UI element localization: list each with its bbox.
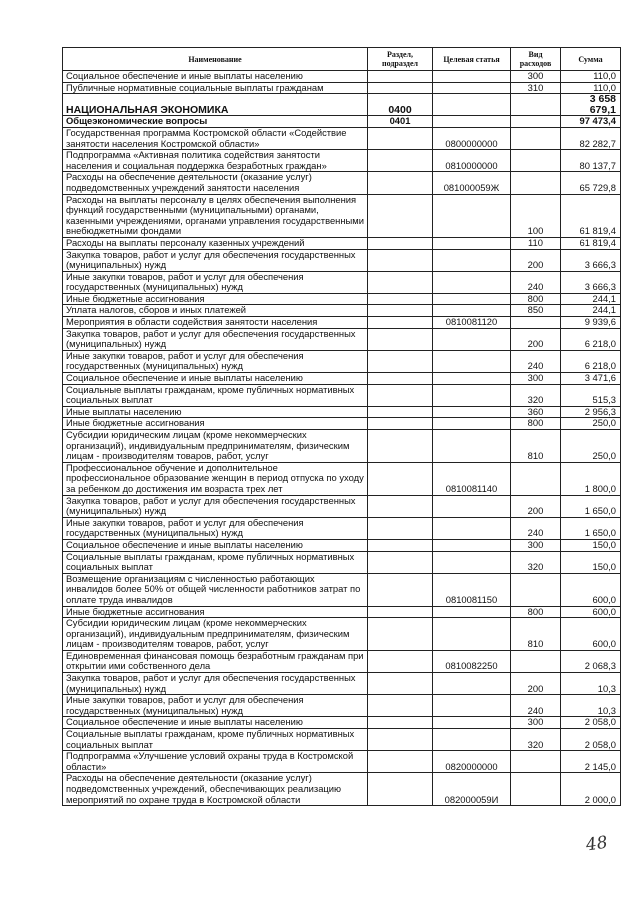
cell-sum: 6 218,0 <box>561 328 621 350</box>
cell-section <box>368 606 433 618</box>
table-row <box>63 373 621 385</box>
cell-target <box>433 618 511 651</box>
cell-target <box>433 249 511 271</box>
cell-target: 0810081140 <box>433 462 511 495</box>
cell-section <box>368 751 433 773</box>
cell-name: Закупка товаров, работ и услуг для обеспечения государственных (муниципальных) нужд <box>63 495 368 517</box>
cell-sum: 61 819,4 <box>561 237 621 249</box>
cell-name: Профессиональное обучение и дополнительное профессиональное образование женщин в период отпуска по уходу за ребенком до достижения им возраста трех лет <box>63 462 368 495</box>
cell-sum: 3 666,3 <box>561 271 621 293</box>
cell-sum: 80 137,7 <box>561 150 621 172</box>
cell-sum: 2 058,0 <box>561 729 621 751</box>
cell-target <box>433 271 511 293</box>
cell-sum: 1 800,0 <box>561 462 621 495</box>
cell-type: 100 <box>511 194 561 237</box>
table-row <box>63 328 621 350</box>
table-row <box>63 551 621 573</box>
cell-sum: 65 729,8 <box>561 172 621 194</box>
cell-sum: 61 819,4 <box>561 194 621 237</box>
cell-sum: 3 471,6 <box>561 373 621 385</box>
cell-name: Социальное обеспечение и иные выплаты населению <box>63 71 368 83</box>
header-sum: Сумма <box>561 48 621 71</box>
cell-sum: 3 658 679,1 <box>561 94 621 116</box>
cell-section <box>368 317 433 329</box>
cell-name: Иные закупки товаров, работ и услуг для обеспечения государственных (муниципальных) нужд <box>63 517 368 539</box>
table-row <box>63 127 621 149</box>
cell-sum: 250,0 <box>561 418 621 430</box>
cell-type: 320 <box>511 384 561 406</box>
cell-target <box>433 539 511 551</box>
cell-type: 300 <box>511 539 561 551</box>
cell-target <box>433 305 511 317</box>
cell-section <box>368 695 433 717</box>
cell-target <box>433 328 511 350</box>
cell-target <box>433 194 511 237</box>
cell-type: 200 <box>511 328 561 350</box>
cell-sum: 2 145,0 <box>561 751 621 773</box>
cell-target <box>433 551 511 573</box>
cell-target <box>433 517 511 539</box>
budget-table <box>62 47 621 806</box>
cell-name: Иные закупки товаров, работ и услуг для обеспечения государственных (муниципальных) нужд <box>63 271 368 293</box>
cell-sum: 10,3 <box>561 695 621 717</box>
table-row <box>63 539 621 551</box>
table-row <box>63 71 621 83</box>
table-row <box>63 94 621 116</box>
table-row <box>63 695 621 717</box>
table-row <box>63 271 621 293</box>
cell-target <box>433 71 511 83</box>
cell-type: 240 <box>511 350 561 372</box>
cell-section <box>368 729 433 751</box>
cell-section <box>368 650 433 672</box>
cell-name: Иные бюджетные ассигнования <box>63 606 368 618</box>
cell-section <box>368 462 433 495</box>
cell-type: 240 <box>511 695 561 717</box>
cell-name: Расходы на обеспечение деятельности (оказание услуг) подведомственных учреждений, обеспечивающих реализацию мероприятий по охране труда в Костромской области <box>63 773 368 806</box>
cell-type <box>511 127 561 149</box>
cell-target: 0800000000 <box>433 127 511 149</box>
cell-target <box>433 82 511 94</box>
cell-type: 810 <box>511 430 561 463</box>
cell-section <box>368 573 433 606</box>
cell-name: Иные закупки товаров, работ и услуг для обеспечения государственных (муниципальных) нужд <box>63 695 368 717</box>
header-section: Раздел, подраздел <box>368 48 433 71</box>
table-row <box>63 462 621 495</box>
cell-target <box>433 606 511 618</box>
cell-target <box>433 695 511 717</box>
cell-target <box>433 418 511 430</box>
cell-target <box>433 495 511 517</box>
cell-name: Социальное обеспечение и иные выплаты населению <box>63 373 368 385</box>
cell-type: 200 <box>511 495 561 517</box>
cell-type: 810 <box>511 618 561 651</box>
cell-section <box>368 517 433 539</box>
cell-type <box>511 317 561 329</box>
cell-sum: 1 650,0 <box>561 495 621 517</box>
cell-section <box>368 539 433 551</box>
cell-section <box>368 495 433 517</box>
cell-target <box>433 673 511 695</box>
header-row <box>63 48 621 71</box>
cell-type <box>511 650 561 672</box>
cell-target <box>433 237 511 249</box>
cell-name: Государственная программа Костромской области «Содействие занятости населения Костромской области» <box>63 127 368 149</box>
cell-target <box>433 430 511 463</box>
cell-name: Социальное обеспечение и иные выплаты населению <box>63 717 368 729</box>
cell-type: 300 <box>511 71 561 83</box>
cell-type <box>511 751 561 773</box>
cell-sum: 2 956,3 <box>561 406 621 418</box>
cell-section <box>368 194 433 237</box>
cell-sum: 600,0 <box>561 606 621 618</box>
table-row <box>63 618 621 651</box>
cell-section <box>368 406 433 418</box>
cell-target <box>433 729 511 751</box>
cell-section <box>368 551 433 573</box>
cell-sum: 82 282,7 <box>561 127 621 149</box>
table-row <box>63 751 621 773</box>
cell-sum: 250,0 <box>561 430 621 463</box>
cell-target <box>433 94 511 116</box>
cell-section <box>368 271 433 293</box>
cell-sum: 2 058,0 <box>561 717 621 729</box>
cell-target: 0810081120 <box>433 317 511 329</box>
cell-type: 320 <box>511 551 561 573</box>
table-row <box>63 773 621 806</box>
cell-type: 240 <box>511 271 561 293</box>
cell-type: 110 <box>511 237 561 249</box>
cell-name: Единовременная финансовая помощь безработным гражданам при открытии ими собственного дела <box>63 650 368 672</box>
cell-section <box>368 71 433 83</box>
cell-type <box>511 773 561 806</box>
cell-name: Иные выплаты населению <box>63 406 368 418</box>
table-row <box>63 249 621 271</box>
cell-name: Социальные выплаты гражданам, кроме публичных нормативных социальных выплат <box>63 551 368 573</box>
handwritten-page-number: 48 <box>584 832 609 856</box>
cell-name: Расходы на выплаты персоналу казенных учреждений <box>63 237 368 249</box>
cell-section <box>368 293 433 305</box>
cell-section <box>368 717 433 729</box>
cell-type: 200 <box>511 249 561 271</box>
cell-name: Субсидии юридическим лицам (кроме некоммерческих организаций), индивидуальным предпринимателям, физическим лицам - производителям товаров, работ, услуг <box>63 430 368 463</box>
cell-type: 800 <box>511 606 561 618</box>
table-row <box>63 418 621 430</box>
cell-target <box>433 384 511 406</box>
cell-name: Иные закупки товаров, работ и услуг для обеспечения государственных (муниципальных) нужд <box>63 350 368 372</box>
cell-sum: 110,0 <box>561 71 621 83</box>
cell-type: 240 <box>511 517 561 539</box>
header-name: Наименование <box>63 48 368 71</box>
table-row <box>63 650 621 672</box>
cell-target: 0810000000 <box>433 150 511 172</box>
cell-type <box>511 172 561 194</box>
cell-target <box>433 116 511 128</box>
cell-section <box>368 430 433 463</box>
cell-type: 310 <box>511 82 561 94</box>
cell-section <box>368 249 433 271</box>
table-row <box>63 495 621 517</box>
cell-target: 081000059Ж <box>433 172 511 194</box>
cell-type: 360 <box>511 406 561 418</box>
cell-name: Общеэкономические вопросы <box>63 116 368 128</box>
cell-section <box>368 350 433 372</box>
table-row <box>63 305 621 317</box>
cell-target: 0810081150 <box>433 573 511 606</box>
header-target: Целевая статья <box>433 48 511 71</box>
cell-type <box>511 94 561 116</box>
cell-sum: 244,1 <box>561 293 621 305</box>
cell-name: Субсидии юридическим лицам (кроме некоммерческих организаций), индивидуальным предпринимателям, физическим лицам - производителям товаров, работ, услуг <box>63 618 368 651</box>
cell-section <box>368 384 433 406</box>
cell-name: Социальное обеспечение и иные выплаты населению <box>63 539 368 551</box>
table-row <box>63 237 621 249</box>
table-row <box>63 317 621 329</box>
cell-section <box>368 773 433 806</box>
cell-sum: 6 218,0 <box>561 350 621 372</box>
cell-name: Иные бюджетные ассигнования <box>63 293 368 305</box>
cell-name: Подпрограмма «Активная политика содействия занятости населения и социальная поддержка безработных граждан» <box>63 150 368 172</box>
cell-section <box>368 150 433 172</box>
cell-sum: 1 650,0 <box>561 517 621 539</box>
cell-sum: 110,0 <box>561 82 621 94</box>
table-row <box>63 406 621 418</box>
cell-type <box>511 116 561 128</box>
cell-section <box>368 305 433 317</box>
cell-sum: 600,0 <box>561 618 621 651</box>
table-row <box>63 293 621 305</box>
cell-section <box>368 237 433 249</box>
cell-name: Расходы на выплаты персоналу в целях обеспечения выполнения функций государственными (муниципальными) органами, казенными учреждениями, органами управления государственными внебюджетными фондами <box>63 194 368 237</box>
cell-type <box>511 462 561 495</box>
cell-type: 800 <box>511 418 561 430</box>
cell-target: 082000059И <box>433 773 511 806</box>
table-row <box>63 350 621 372</box>
cell-type <box>511 573 561 606</box>
cell-name: Уплата налогов, сборов и иных платежей <box>63 305 368 317</box>
cell-type: 200 <box>511 673 561 695</box>
cell-target <box>433 717 511 729</box>
table-row <box>63 673 621 695</box>
cell-type: 300 <box>511 717 561 729</box>
cell-section <box>368 82 433 94</box>
cell-name: Социальные выплаты гражданам, кроме публичных нормативных социальных выплат <box>63 384 368 406</box>
cell-type: 850 <box>511 305 561 317</box>
table-row <box>63 717 621 729</box>
cell-section <box>368 172 433 194</box>
cell-section <box>368 618 433 651</box>
cell-type <box>511 150 561 172</box>
cell-name: Закупка товаров, работ и услуг для обеспечения государственных (муниципальных) нужд <box>63 328 368 350</box>
cell-target: 0820000000 <box>433 751 511 773</box>
table-row <box>63 384 621 406</box>
cell-name: Возмещение организациям с численностью работающих инвалидов более 50% от общей численности работников затрат по оплате труда инвалидов <box>63 573 368 606</box>
cell-name: Закупка товаров, работ и услуг для обеспечения государственных (муниципальных) нужд <box>63 673 368 695</box>
header-type: Вид расходов <box>511 48 561 71</box>
cell-section <box>368 373 433 385</box>
table-row <box>63 430 621 463</box>
cell-target <box>433 373 511 385</box>
cell-name: Расходы на обеспечение деятельности (оказание услуг) подведомственных учреждений занятости населения <box>63 172 368 194</box>
cell-section: 0400 <box>368 94 433 116</box>
cell-sum: 244,1 <box>561 305 621 317</box>
cell-name: Подпрограмма «Улучшение условий охраны труда в Костромской области» <box>63 751 368 773</box>
cell-section <box>368 127 433 149</box>
cell-sum: 9 939,6 <box>561 317 621 329</box>
cell-target <box>433 350 511 372</box>
cell-target <box>433 293 511 305</box>
cell-type: 300 <box>511 373 561 385</box>
table-body <box>63 71 621 806</box>
cell-section <box>368 418 433 430</box>
cell-name: НАЦИОНАЛЬНАЯ ЭКОНОМИКА <box>63 94 368 116</box>
cell-sum: 150,0 <box>561 539 621 551</box>
cell-type: 320 <box>511 729 561 751</box>
cell-name: Публичные нормативные социальные выплаты гражданам <box>63 82 368 94</box>
cell-name: Иные бюджетные ассигнования <box>63 418 368 430</box>
cell-sum: 10,3 <box>561 673 621 695</box>
cell-sum: 515,3 <box>561 384 621 406</box>
cell-sum: 2 000,0 <box>561 773 621 806</box>
cell-name: Мероприятия в области содействия занятости населения <box>63 317 368 329</box>
cell-section: 0401 <box>368 116 433 128</box>
table-row <box>63 150 621 172</box>
cell-sum: 97 473,4 <box>561 116 621 128</box>
cell-sum: 3 666,3 <box>561 249 621 271</box>
table-row <box>63 194 621 237</box>
cell-sum: 150,0 <box>561 551 621 573</box>
table-row <box>63 517 621 539</box>
cell-section <box>368 328 433 350</box>
table-row <box>63 116 621 128</box>
table-row <box>63 172 621 194</box>
cell-sum: 2 068,3 <box>561 650 621 672</box>
table-row <box>63 729 621 751</box>
cell-sum: 600,0 <box>561 573 621 606</box>
table-row <box>63 606 621 618</box>
cell-target <box>433 406 511 418</box>
budget-table-sheet <box>62 47 620 806</box>
cell-section <box>368 673 433 695</box>
cell-type: 800 <box>511 293 561 305</box>
cell-name: Закупка товаров, работ и услуг для обеспечения государственных (муниципальных) нужд <box>63 249 368 271</box>
table-row <box>63 82 621 94</box>
table-row <box>63 573 621 606</box>
cell-name: Социальные выплаты гражданам, кроме публичных нормативных социальных выплат <box>63 729 368 751</box>
cell-target: 0810082250 <box>433 650 511 672</box>
